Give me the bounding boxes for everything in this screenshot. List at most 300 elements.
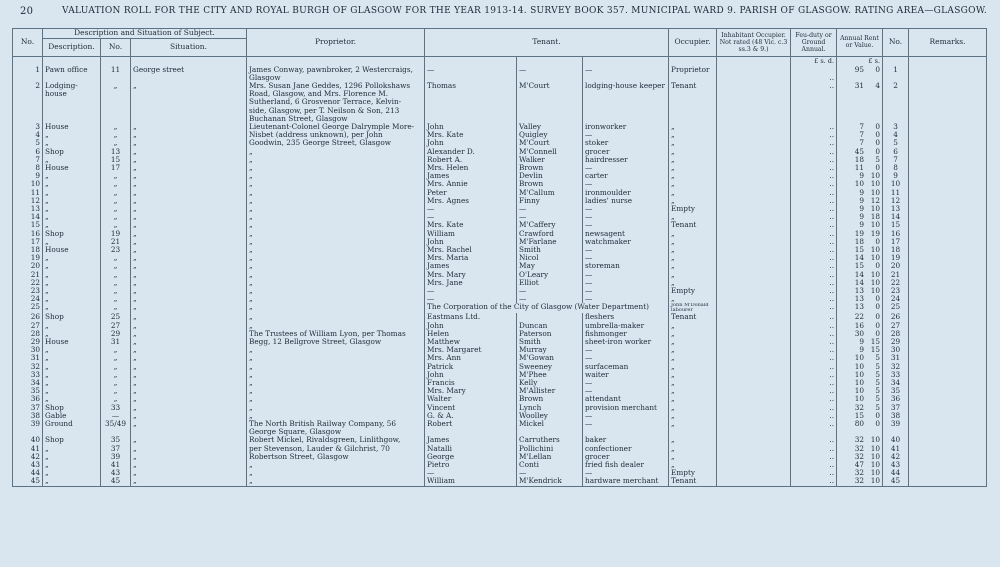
feu-duty-cell: .. — [791, 230, 837, 238]
annual-rent-cell — [837, 363, 883, 371]
inhabitant-occupier-cell — [717, 469, 791, 477]
remarks-cell — [909, 303, 987, 313]
entry-number-end-cell: 27 — [883, 322, 909, 330]
proprietor-cell: „ — [247, 477, 425, 486]
entry-number-cell: 11 — [13, 189, 43, 197]
occupier-cell: „ — [669, 156, 717, 164]
tenant-trade-cell: hardware merchant — [583, 477, 669, 486]
inhabitant-occupier-cell — [717, 338, 791, 346]
annual-rent-cell — [837, 420, 883, 428]
occupier-cell: „ — [669, 123, 717, 131]
annual-rent-cell — [837, 295, 883, 303]
situation-cell: „ — [131, 180, 247, 188]
table-row — [13, 230, 987, 238]
table-row — [13, 139, 987, 147]
table-row — [13, 164, 987, 172]
entry-number-end-cell: 17 — [883, 238, 909, 246]
feu-duty-cell: .. — [791, 123, 837, 131]
situation-cell: „ — [131, 82, 247, 90]
description-cell — [43, 115, 101, 123]
annual-rent-cell — [837, 262, 883, 270]
entry-number-end-cell: 19 — [883, 254, 909, 262]
tenant-trade-cell: — — [583, 164, 669, 172]
entry-number-cell: 13 — [13, 205, 43, 213]
description-cell: „ — [43, 346, 101, 354]
tenant-surname-cell: Crawford — [517, 230, 583, 238]
entry-number-cell: 31 — [13, 354, 43, 362]
annual-rent-cell — [837, 107, 883, 115]
street-number-cell: 41 — [101, 461, 131, 469]
annual-rent-cell — [837, 74, 883, 82]
entry-number-end-cell — [883, 90, 909, 98]
table-row — [13, 254, 987, 262]
rent-pounds: 9 — [859, 188, 865, 197]
entry-number-cell: 44 — [13, 469, 43, 477]
table-row — [13, 404, 987, 412]
occupier-cell: „ — [669, 420, 717, 428]
description-cell: „ — [43, 469, 101, 477]
occupier-cell: „ — [669, 404, 717, 412]
table-row — [13, 387, 987, 395]
remarks-cell — [909, 313, 987, 321]
description-cell: „ — [43, 322, 101, 330]
occupier-cell: Proprietor — [669, 66, 717, 74]
inhabitant-occupier-cell — [717, 387, 791, 395]
remarks-cell — [909, 82, 987, 90]
inhabitant-occupier-cell — [717, 404, 791, 412]
proprietor-cell: „ — [247, 164, 425, 172]
rent-shillings: 10 — [870, 221, 881, 230]
remarks-cell — [909, 295, 987, 303]
occupier-cell: Empty — [669, 469, 717, 477]
situation-cell: „ — [131, 139, 247, 147]
feu-duty-cell: .. — [791, 271, 837, 279]
rent-pounds: 15 — [854, 262, 865, 271]
occupier-cell: „ — [669, 453, 717, 461]
entry-number-end-cell: 15 — [883, 221, 909, 229]
entry-number-end-cell: 37 — [883, 404, 909, 412]
annual-rent-cell — [837, 354, 883, 362]
description-cell: house — [43, 90, 101, 98]
description-cell: House — [43, 246, 101, 254]
inhabitant-occupier-cell — [717, 107, 791, 115]
table-row — [13, 107, 987, 115]
street-number-cell: „ — [101, 254, 131, 262]
tenant-first-name-cell: Walter — [425, 395, 517, 403]
entry-number-end-cell — [883, 428, 909, 436]
occupier-cell: „ — [669, 338, 717, 346]
rent-shillings: 5 — [875, 362, 881, 371]
col-no: No. — [13, 29, 43, 57]
annual-rent-cell — [837, 180, 883, 188]
inhabitant-occupier-cell — [717, 230, 791, 238]
feu-duty-cell — [791, 115, 837, 123]
inhabitant-occupier-cell — [717, 139, 791, 147]
table-row — [13, 322, 987, 330]
entry-number-cell: 37 — [13, 404, 43, 412]
annual-rent-cell — [837, 445, 883, 453]
tenant-trade-cell: stoker — [583, 139, 669, 147]
rent-pounds: 31 — [854, 81, 865, 90]
entry-number-end-cell: 2 — [883, 82, 909, 90]
tenant-first-name-cell: Francis — [425, 379, 517, 387]
tenant-trade-cell: lodging-house keeper — [583, 82, 669, 90]
street-number-cell: 29 — [101, 330, 131, 338]
rent-shillings: 10 — [870, 254, 881, 263]
inhabitant-occupier-cell — [717, 436, 791, 444]
entry-number-end-cell: 18 — [883, 246, 909, 254]
rent-pounds: 10 — [854, 387, 865, 396]
situation-cell: „ — [131, 371, 247, 379]
description-cell: Ground — [43, 420, 101, 428]
proprietor-cell: George Square, Glasgow — [247, 428, 425, 436]
entry-number-end-cell: 42 — [883, 453, 909, 461]
tenant-surname-cell: Mickel — [517, 420, 583, 428]
street-number-cell: „ — [101, 371, 131, 379]
proprietor-cell: Lieutenant-Colonel George Dalrymple More- — [247, 123, 425, 131]
annual-rent-cell — [837, 221, 883, 229]
annual-rent-cell — [837, 164, 883, 172]
tenant-first-name-cell: Robert A. — [425, 156, 517, 164]
remarks-cell — [909, 354, 987, 362]
rent-shillings: 10 — [870, 172, 881, 181]
street-number-cell: „ — [101, 279, 131, 287]
description-cell: „ — [43, 303, 101, 313]
entry-number-end-cell: 3 — [883, 123, 909, 131]
rent-pounds: 14 — [854, 270, 865, 279]
proprietor-cell: „ — [247, 197, 425, 205]
table-row — [13, 477, 987, 486]
street-number-cell: 25 — [101, 313, 131, 321]
tenant-trade-cell: attendant — [583, 395, 669, 403]
proprietor-cell: Nisbet (address unknown), per John — [247, 131, 425, 139]
description-cell: „ — [43, 180, 101, 188]
annual-rent-cell — [837, 82, 883, 90]
entry-number-end-cell — [883, 98, 909, 106]
entry-number-cell: 9 — [13, 172, 43, 180]
inhabitant-occupier-cell — [717, 295, 791, 303]
entry-number-cell: 8 — [13, 164, 43, 172]
entry-number-end-cell: 33 — [883, 371, 909, 379]
rent-pounds: 45 — [854, 147, 865, 156]
inhabitant-occupier-cell — [717, 189, 791, 197]
remarks-cell — [909, 66, 987, 74]
tenant-surname-cell: — — [517, 287, 583, 295]
annual-rent-cell — [837, 346, 883, 354]
entry-number-cell: 42 — [13, 453, 43, 461]
description-cell: House — [43, 123, 101, 131]
table-row — [13, 461, 987, 469]
tenant-surname-cell: Valley — [517, 123, 583, 131]
proprietor-cell: Robertson Street, Glasgow — [247, 453, 425, 461]
remarks-cell — [909, 205, 987, 213]
table-row — [13, 395, 987, 403]
annual-rent-cell — [837, 271, 883, 279]
tenant-first-name-cell: — — [425, 66, 517, 74]
rent-shillings: 0 — [875, 313, 881, 322]
feu-duty-cell: .. — [791, 172, 837, 180]
occupier-cell: „ — [669, 461, 717, 469]
remarks-cell — [909, 139, 987, 147]
rent-shillings: 5 — [875, 370, 881, 379]
tenant-surname-cell: — — [517, 66, 583, 74]
occupier-cell: John M'Donald labourer — [669, 303, 717, 313]
tenant-surname-cell: Duncan — [517, 322, 583, 330]
street-number-cell: „ — [101, 303, 131, 313]
tenant-surname-cell: Pollichini — [517, 445, 583, 453]
entry-number-end-cell: 39 — [883, 420, 909, 428]
entry-number-end-cell: 44 — [883, 469, 909, 477]
occupier-cell: „ — [669, 279, 717, 287]
occupier-cell: „ — [669, 164, 717, 172]
tenant-surname-cell: Finny — [517, 197, 583, 205]
inhabitant-occupier-cell — [717, 262, 791, 270]
feu-duty-cell: .. — [791, 477, 837, 486]
description-cell: „ — [43, 254, 101, 262]
annual-rent-cell — [837, 461, 883, 469]
rent-pounds: 9 — [859, 196, 865, 205]
entry-number-cell: 26 — [13, 313, 43, 321]
street-number-cell: 19 — [101, 230, 131, 238]
annual-rent-cell — [837, 230, 883, 238]
situation-cell: „ — [131, 279, 247, 287]
table-row — [13, 66, 987, 74]
remarks-cell — [909, 107, 987, 115]
tenant-trade-cell: — — [583, 469, 669, 477]
street-number-cell: 11 — [101, 66, 131, 74]
rent-shillings: 10 — [870, 204, 881, 213]
inhabitant-occupier-cell — [717, 445, 791, 453]
tenant-surname-cell: Brown — [517, 164, 583, 172]
situation-cell: „ — [131, 338, 247, 346]
tenant-trade-cell: confectioner — [583, 445, 669, 453]
situation-cell — [131, 74, 247, 82]
tenant-surname-cell: Smith — [517, 338, 583, 346]
tenant-first-name-cell: Eastmans Ltd. — [425, 313, 517, 321]
annual-rent-cell — [837, 322, 883, 330]
feu-duty-cell: .. — [791, 205, 837, 213]
occupier-cell: „ — [669, 445, 717, 453]
remarks-cell — [909, 189, 987, 197]
rent-shillings: 0 — [875, 303, 881, 312]
rent-shillings: 15 — [870, 346, 881, 355]
entry-number-cell — [13, 74, 43, 82]
remarks-cell — [909, 213, 987, 221]
occupier-cell: „ — [669, 436, 717, 444]
annual-rent-cell — [837, 338, 883, 346]
street-number-cell: „ — [101, 213, 131, 221]
col-rent: Annual Rent or Value. — [837, 29, 883, 57]
rent-pounds: 10 — [854, 370, 865, 379]
entry-number-cell — [13, 428, 43, 436]
tenant-trade-cell — [583, 74, 669, 82]
street-number-cell — [101, 107, 131, 115]
page-title: VALUATION ROLL FOR THE CITY AND ROYAL BURGH OF GLASGOW FOR THE YEAR 1913-14. SURVEY BOOK 357. MUNICIPAL WARD 9. PARISH OF GLASGOW. RATING AREA—GLASGOW. — [62, 6, 987, 16]
annual-rent-cell — [837, 436, 883, 444]
annual-rent-cell — [837, 412, 883, 420]
situation-cell: „ — [131, 213, 247, 221]
rent-shillings: 0 — [875, 65, 881, 74]
feu-duty-cell: .. — [791, 221, 837, 229]
entry-number-cell — [13, 90, 43, 98]
rent-pounds: 32 — [854, 452, 865, 461]
remarks-cell — [909, 477, 987, 486]
entry-number-cell: 40 — [13, 436, 43, 444]
remarks-cell — [909, 246, 987, 254]
entry-number-end-cell: 10 — [883, 180, 909, 188]
rent-pounds: 9 — [859, 338, 865, 346]
feu-duty-cell: .. — [791, 82, 837, 90]
feu-duty-cell: .. — [791, 238, 837, 246]
tenant-trade-cell: sheet-iron worker — [583, 338, 669, 346]
table-row — [13, 148, 987, 156]
inhabitant-occupier-cell — [717, 123, 791, 131]
inhabitant-occupier-cell — [717, 90, 791, 98]
description-cell: Shop — [43, 436, 101, 444]
tenant-trade-cell: — — [583, 295, 669, 303]
proprietor-cell: Buchanan Street, Glasgow — [247, 115, 425, 123]
description-cell: „ — [43, 197, 101, 205]
header-row-1 — [13, 29, 987, 39]
tenant-first-name-cell: — — [425, 469, 517, 477]
occupier-cell: „ — [669, 139, 717, 147]
entry-number-cell: 33 — [13, 371, 43, 379]
tenant-surname-cell — [517, 90, 583, 98]
situation-cell: „ — [131, 346, 247, 354]
proprietor-cell: „ — [247, 254, 425, 262]
occupier-cell — [669, 115, 717, 123]
table-row — [13, 189, 987, 197]
tenant-trade-cell: — — [583, 180, 669, 188]
feu-duty-cell: .. — [791, 338, 837, 346]
proprietor-cell: „ — [247, 180, 425, 188]
tenant-first-name-cell: Mrs. Rachel — [425, 246, 517, 254]
remarks-cell — [909, 271, 987, 279]
proprietor-cell: „ — [247, 279, 425, 287]
rent-pounds: 14 — [854, 254, 865, 263]
annual-rent-cell — [837, 404, 883, 412]
table-row — [13, 420, 987, 428]
annual-rent-cell — [837, 246, 883, 254]
tenant-surname-cell: Conti — [517, 461, 583, 469]
annual-rent-cell — [837, 197, 883, 205]
proprietor-cell: „ — [247, 404, 425, 412]
street-number-cell: 17 — [101, 164, 131, 172]
occupier-cell: „ — [669, 238, 717, 246]
tenant-first-name-cell: Mrs. Mary — [425, 271, 517, 279]
feu-duty-cell: .. — [791, 371, 837, 379]
annual-rent-cell — [837, 213, 883, 221]
tenant-first-name-cell: The Corporation of the City of Glasgow (Water Department) — [425, 303, 669, 313]
proprietor-cell: „ — [247, 461, 425, 469]
entry-number-cell: 12 — [13, 197, 43, 205]
rent-shillings: 0 — [875, 295, 881, 304]
street-number-cell — [101, 428, 131, 436]
tenant-surname-cell: Sweeney — [517, 363, 583, 371]
tenant-trade-cell: — — [583, 379, 669, 387]
tenant-first-name-cell — [425, 74, 517, 82]
annual-rent-cell — [837, 428, 883, 436]
table-row — [13, 303, 987, 313]
tenant-surname-cell — [517, 74, 583, 82]
street-number-cell: 15 — [101, 156, 131, 164]
remarks-cell — [909, 279, 987, 287]
description-cell — [43, 74, 101, 82]
feu-duty-cell: .. — [791, 363, 837, 371]
description-cell: Shop — [43, 148, 101, 156]
rent-pounds: 13 — [854, 303, 865, 312]
entry-number-end-cell: 36 — [883, 395, 909, 403]
rent-shillings: 10 — [870, 436, 881, 445]
rent-pounds: 7 — [859, 131, 865, 140]
rent-shillings: 5 — [875, 379, 881, 388]
col-tenant: Tenant. — [425, 29, 669, 57]
tenant-first-name-cell: William — [425, 230, 517, 238]
situation-cell — [131, 115, 247, 123]
rent-pounds: 15 — [854, 411, 865, 420]
occupier-cell: Empty — [669, 287, 717, 295]
tenant-trade-cell — [583, 107, 669, 115]
feu-units: £ s. d. — [791, 56, 837, 66]
feu-duty-cell: .. — [791, 254, 837, 262]
rent-shillings: 10 — [870, 180, 881, 189]
tenant-surname-cell: Kelly — [517, 379, 583, 387]
remarks-cell — [909, 164, 987, 172]
rent-shillings: 10 — [870, 188, 881, 197]
inhabitant-occupier-cell — [717, 131, 791, 139]
entry-number-cell: 32 — [13, 363, 43, 371]
tenant-first-name-cell: Thomas — [425, 82, 517, 90]
occupier-cell: Tenant — [669, 313, 717, 321]
tenant-trade-cell: ironmoulder — [583, 189, 669, 197]
inhabitant-occupier-cell — [717, 246, 791, 254]
tenant-first-name-cell: G. & A. — [425, 412, 517, 420]
rent-shillings: 0 — [875, 163, 881, 172]
entry-number-cell: 28 — [13, 330, 43, 338]
entry-number-cell: 14 — [13, 213, 43, 221]
remarks-cell — [909, 90, 987, 98]
street-number-cell: „ — [101, 346, 131, 354]
entry-number-end-cell: 14 — [883, 213, 909, 221]
rent-pounds: 32 — [854, 477, 865, 486]
table-row — [13, 123, 987, 131]
inhabitant-occupier-cell — [717, 271, 791, 279]
rent-shillings: 10 — [870, 469, 881, 478]
tenant-surname-cell: M'Caffery — [517, 221, 583, 229]
description-cell: Lodging- — [43, 82, 101, 90]
occupier-cell: „ — [669, 131, 717, 139]
entry-number-end-cell: 4 — [883, 131, 909, 139]
rent-pounds: 10 — [854, 362, 865, 371]
annual-rent-cell — [837, 395, 883, 403]
feu-duty-cell: .. — [791, 461, 837, 469]
tenant-first-name-cell: George — [425, 453, 517, 461]
situation-cell: „ — [131, 172, 247, 180]
inhabitant-occupier-cell — [717, 420, 791, 428]
annual-rent-cell — [837, 254, 883, 262]
rent-pounds: 32 — [854, 444, 865, 453]
feu-duty-cell: .. — [791, 287, 837, 295]
occupier-cell: „ — [669, 412, 717, 420]
description-cell: „ — [43, 131, 101, 139]
inhabitant-occupier-cell — [717, 197, 791, 205]
tenant-first-name-cell — [425, 428, 517, 436]
street-number-cell: 31 — [101, 338, 131, 346]
situation-cell: „ — [131, 148, 247, 156]
situation-cell: „ — [131, 189, 247, 197]
inhabitant-occupier-cell — [717, 453, 791, 461]
tenant-first-name-cell: Mrs. Jane — [425, 279, 517, 287]
